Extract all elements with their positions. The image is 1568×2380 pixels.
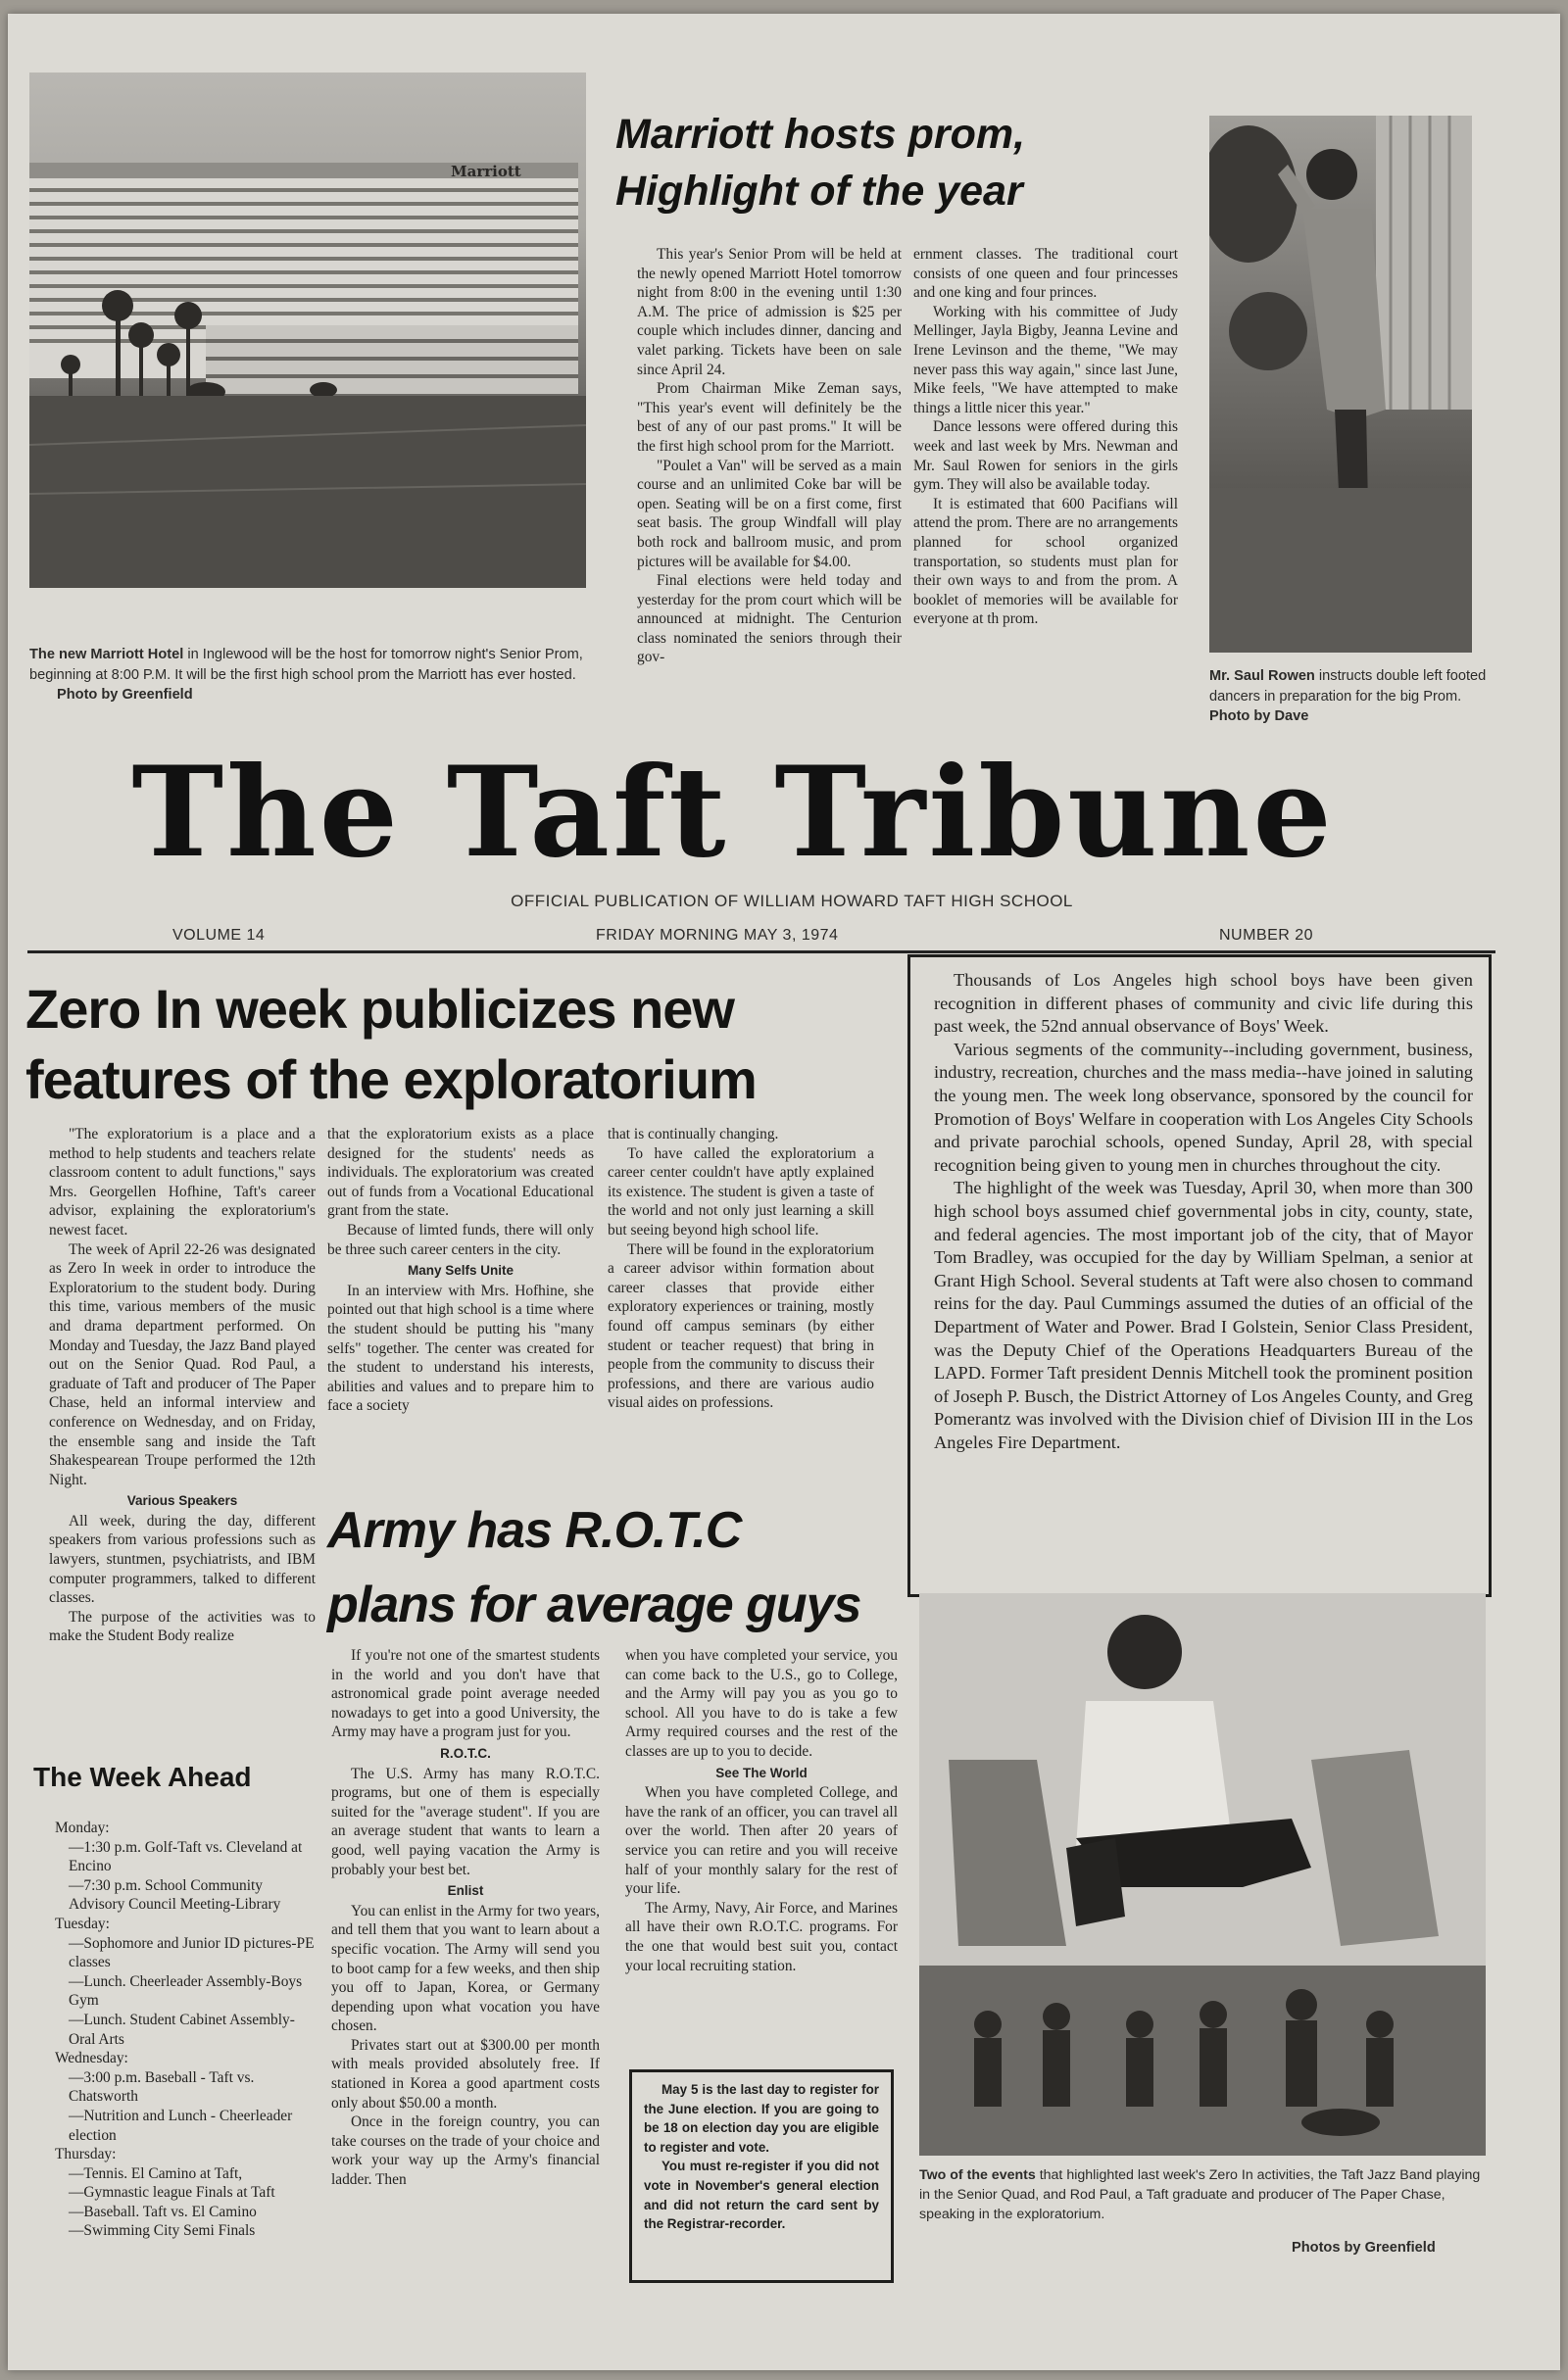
week-ahead-line: —Swimming City Semi Finals [69, 2222, 256, 2240]
week-ahead-line: —Lunch. Student Cabinet Assembly-Oral Arts [69, 2011, 295, 2048]
army-headline [327, 1493, 915, 1642]
week-ahead-line: —Baseball. Taft vs. El Camino [69, 2203, 257, 2220]
issue-date: FRIDAY MORNING MAY 3, 1974 [596, 927, 839, 944]
week-ahead-line: —1:30 p.m. Golf-Taft vs. Cleveland at Encino [69, 1838, 303, 1875]
zero-in-events-photo [919, 1593, 1486, 2156]
boys-week-paragraph: Various segments of the community--including government, business, industry, recreation, churches and the mass media--have joined in saluting the young men. The week long observance, sponsored by the council for Promotion of Boys' Welfare in cooperation with Los Angeles City Schools and private parochial schools, opened Sunday, April 28, with special recognition being given to young men in churches throughout the city. [934, 1039, 1473, 1175]
zero-in-paragraph: There will be found in the exploratorium a career advisor within formation about career classes that provide either exploratory experiences or training, mostly found off campus seminars (by either student or teacher request) that bring in people from the community to discuss their professions, and there are various audio visual aides on professions. [608, 1240, 874, 1412]
hotel-illustration [29, 73, 586, 588]
marriott-hotel-photo [29, 73, 586, 588]
week-ahead-title: The Week Ahead [33, 1762, 252, 1792]
zero-in-paragraph: The purpose of the activities was to make the Student Body realize [49, 1608, 316, 1645]
zero-in-col-1 [49, 1125, 316, 1646]
volume-label: VOLUME 14 [172, 927, 266, 944]
army-headline-line-2: plans for average guys [327, 1577, 861, 1633]
army-paragraph: When you have completed College, and have the rank of an officer, you can travel all over the world. Then after 20 years of service you can retire and you will receive half of your monthly salary for the rest of your life. [625, 1784, 898, 1898]
saul-rowen-photo [1209, 116, 1472, 653]
zero-in-headline-line-2: features of the exploratorium [25, 1048, 757, 1110]
marriott-photo-caption [29, 645, 598, 705]
rowen-photo-caption [1209, 666, 1494, 727]
week-ahead-line: —Nutrition and Lunch - Cheerleader election [69, 2107, 293, 2144]
zero-in-paragraph: The week of April 22-26 was designated as Zero In week in order to introduce the Exploratorium to the student body. During this time, various members of the music and drama department performed. On Monday and Tuesday, the Jazz Band played out on the Senior Quad. Rod Paul, a graduate of Taft and producer of The Paper Chase, held an informal interview and conference on Wednesday, and on Friday, the ensemble sang and inside the Taft Shakespearean Troupe performed the 12th Night. [49, 1240, 316, 1488]
rowen-photo-credit: Photo by Dave [1209, 708, 1309, 724]
week-ahead-line: Wednesday: [55, 2050, 128, 2067]
masthead-subtitle: OFFICIAL PUBLICATION OF WILLIAM HOWARD TAFT HIGH SCHOOL [511, 892, 1073, 910]
zero-in-col-2 [327, 1125, 594, 1416]
week-ahead-line: Tuesday: [55, 1915, 110, 1932]
zero-in-paragraph: that is continually changing. [608, 1126, 779, 1142]
hotel-sign: Marriott [451, 163, 521, 180]
prom-paragraph: ernment classes. The traditional court consists of one queen and four princesses and one king and four princes. [913, 246, 1178, 302]
notice-paragraph: You must re-register if you did not vote in November's general election and did not return the card sent by the Registrar-recorder. [644, 2159, 879, 2232]
prom-paragraph: Final elections were held today and yesterday for the prom court which will be announced at midnight. The Centurion class nominated the seniors through their gov- [637, 572, 902, 666]
army-subhead-rotc: R.O.T.C. [440, 1745, 491, 1761]
army-paragraph: Once in the foreign country, you can take courses on the trade of your choice and work your way up the Army's financial ladder. Then [331, 2113, 600, 2189]
army-paragraph: when you have completed your service, you can come back to the U.S., go to College, and the Army will pay you as you go to school. All you have to do is take a few Army required courses and the rest of the classes are up to you to decide. [625, 1647, 898, 1760]
marriott-caption-bold: The new Marriott Hotel [29, 647, 184, 662]
instructor-illustration [1209, 116, 1472, 653]
events-illustration [919, 1593, 1486, 2156]
army-paragraph: If you're not one of the smartest students in the world and you don't have that astronomical grade point average needed nowadays to get into a good University, the Army may have a program just for you. [331, 1647, 600, 1741]
prom-headline-line-2: Highlight of the year [615, 168, 1023, 215]
zero-in-headline-line-1: Zero In week publicizes new [25, 978, 734, 1040]
notice-paragraph: May 5 is the last day to register for the June election. If you are going to be 18 on election day you are eligible to register and vote. [644, 2082, 879, 2155]
army-paragraph: The U.S. Army has many R.O.T.C. programs, but one of them is especially suited for the "average student". If you are an average student that wants to learn a good, well paying vacation the Army is probably your best bet. [331, 1765, 600, 1878]
army-subhead-world: See The World [715, 1765, 808, 1780]
boys-week-box [907, 954, 1492, 1597]
week-ahead-line: Thursday: [55, 2146, 117, 2163]
prom-headline [615, 106, 1184, 219]
marriott-caption-text: in Inglewood will be the host for tomorrow night's Senior Prom, beginning at 8:00 P.M. It will be the first high school prom the Marriott has ever hosted. [29, 647, 583, 683]
army-col-1 [331, 1646, 600, 2190]
week-ahead-line: —Lunch. Cheerleader Assembly-Boys Gym [69, 1972, 303, 2010]
issue-number: NUMBER 20 [1219, 927, 1314, 944]
prom-paragraph: It is estimated that 600 Pacifians will attend the prom. There are no arrangements planned for school organized transportation, so students must plan for their own ways to and from the prom. A booklet of memories will be available for everyone at th prom. [913, 495, 1178, 628]
army-col-2 [625, 1646, 898, 1975]
rowen-caption-text: instructs double left footed dancers in preparation for the big Prom. [1209, 668, 1487, 704]
army-headline-line-1: Army has R.O.T.C [327, 1502, 742, 1559]
zero-in-headline [25, 974, 907, 1115]
prom-paragraph: This year's Senior Prom will be held at the newly opened Marriott Hotel tomorrow night from 8:00 in the evening until 1:30 A.M. The price of admission is $25 per couple which includes dinner, dancing and valet parking. Tickets have been on sale since April 24. [637, 246, 902, 378]
marriott-photo-credit: Photo by Greenfield [57, 687, 193, 703]
week-ahead-line: —Tennis. El Camino at Taft, [69, 2164, 243, 2182]
rowen-caption-bold: Mr. Saul Rowen [1209, 668, 1315, 684]
boys-week-story [934, 969, 1473, 1454]
zero-in-paragraph: All week, during the day, different speakers from various professions such as lawyers, stuntmen, psychiatrists, and IBM computer programmers, talked to different classes. [49, 1512, 316, 1607]
masthead-rule [27, 950, 1495, 953]
week-ahead-line: Monday: [55, 1820, 110, 1836]
army-paragraph: The Army, Navy, Air Force, and Marines all have their own R.O.T.C. programs. For the one that would best suit you, contact your local recruiting station. [625, 1899, 898, 1974]
boys-week-paragraph: The highlight of the week was Tuesday, April 30, when more than 300 high school boys assumed chief governmental jobs in city, county, state, and federal agencies. The most important job of the city, that of Mayor Tom Bradley, was occupied for the day by William Spelman, a senior at Grant High School. Several students at Taft were also chosen to command reins for the day. Paul Cummings assumed the duties of an official of the Department of Water and Power. Brad I Golstein, Senior Class President, was the Deputy Chief of the Operations Headquarters Bureau of the LAPD. Former Taft president Dennis Mitchell took the prominent position of Joseph P. Busch, the District Attorney of Los Angeles County, and Greg Pomerantz was involved with the Division chief of Division III in the Los Angeles Fire Department. [934, 1178, 1473, 1452]
masthead-title: The Taft Tribune [131, 740, 1335, 885]
zero-in-paragraph: Because of limted funds, there will only be three such career centers in the city. [327, 1221, 594, 1258]
week-ahead-line: —7:30 p.m. School Community Advisory Council Meeting-Library [69, 1876, 281, 1914]
army-paragraph: Privates start out at $300.00 per month with meals provided absolutely free. If stationed in Korea a good apartment costs only about $50.00 a month. [331, 2036, 600, 2112]
events-photo-caption [919, 2165, 1488, 2224]
army-subhead-enlist: Enlist [447, 1883, 484, 1899]
prom-story-col-2 [913, 245, 1178, 629]
week-ahead-line: —Gymnastic league Finals at Taft [69, 2184, 275, 2202]
prom-paragraph: Working with his committee of Judy Mellinger, Jayla Bigby, Jeanna Levine and Irene Levinson and the theme, "We may never pass this way again," since last June, Mike feels, "We have attempted to make things a little nicer this year." [913, 303, 1178, 416]
prom-paragraph: Dance lessons were offered during this week and last week by Mrs. Newman and Mr. Saul Rowen for seniors in the girls gym. They will also be available today. [913, 418, 1178, 494]
zero-in-paragraph: that the exploratorium exists as a place designed for the students' needs as individuals. The exploratorium was created out of funds from a Vocational Educational grant from the state. [327, 1126, 594, 1220]
events-caption-bold: Two of the events [919, 2167, 1036, 2183]
zero-in-paragraph: In an interview with Mrs. Hofhine, she pointed out that high school is a time where the student should be putting his "many selfs" together. The center was created for the student to understand his interests, abilities and values and to prepare him to face a society [327, 1282, 594, 1415]
zero-in-subhead-selfs: Many Selfs Unite [407, 1263, 514, 1279]
prom-headline-line-1: Marriott hosts prom, [615, 111, 1026, 158]
zero-in-subhead-speakers: Various Speakers [126, 1493, 238, 1509]
registration-notice-box [629, 2069, 894, 2283]
week-ahead-line: —Sophomore and Junior ID pictures-PE classes [69, 1934, 315, 1971]
week-ahead-list [55, 1819, 319, 2241]
prom-story-col-1 [637, 245, 902, 667]
prom-paragraph: Prom Chairman Mike Zeman says, "This year's event will definitely be the best of any of our past proms." It will be the first high school prom for the Marriott. [637, 380, 902, 455]
army-paragraph: You can enlist in the Army for two years, and tell them that you want to learn about a specific vocation. The Army will send you to boot camp for a few weeks, and then ship you off to Japan, Korea, or Germany depending upon what vocation you have chosen. [331, 1902, 600, 2035]
week-ahead-line: —3:00 p.m. Baseball - Taft vs. Chatsworth [69, 2068, 255, 2106]
prom-paragraph: "Poulet a Van" will be served as a main course and an unlimited Coke bar will be open. Seating will be on a first come, first seat basis. The group Windfall will play both rock and ballroom music, and prom pictures will be available for $4.00. [637, 457, 902, 570]
zero-in-paragraph: To have called the exploratorium a career center couldn't have aptly explained its existence. The student is given a taste of the world and not only just learning a skill but seeing beyond high school life. [608, 1144, 874, 1239]
events-photo-credit: Photos by Greenfield [1292, 2240, 1436, 2256]
events-caption-text: that highlighted last week's Zero In activities, the Taft Jazz Band playing in the Senior Quad, and Rod Paul, a Taft graduate and producer of The Paper Chase, speaking in the exploratorium. [919, 2167, 1481, 2222]
zero-in-col-3 [608, 1125, 874, 1413]
newspaper-page [8, 14, 1560, 2370]
zero-in-paragraph: "The exploratorium is a place and a method to help students and teachers relate classroom content to adult functions," says Mrs. Georgellen Hofhine, Taft's career advisor, explaining the exploratorium's newest facet. [49, 1126, 316, 1239]
registration-notice-text [644, 2080, 879, 2234]
boys-week-paragraph: Thousands of Los Angeles high school boys have been given recognition in different phases of community and civic life during this past week, the 52nd annual observance of Boys' Week. [934, 970, 1473, 1037]
